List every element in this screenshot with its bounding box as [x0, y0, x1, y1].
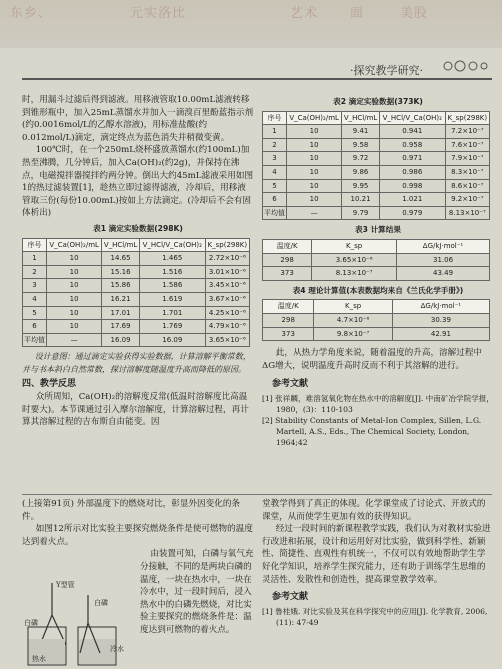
table-row — [263, 165, 490, 179]
table-row — [23, 265, 250, 279]
table-header-cell: K_sp(298K) — [445, 111, 489, 125]
table-cell: 1.701 — [139, 306, 205, 320]
table-cell: 9.2×10⁻⁷ — [445, 193, 489, 207]
table-cell: 9.86 — [342, 165, 380, 179]
table-row — [263, 267, 490, 281]
bleed-text-5: 美股 — [400, 6, 429, 21]
table-cell: 2 — [23, 265, 47, 279]
table-cell: 16.21 — [102, 292, 140, 306]
table-cell: 10 — [47, 265, 102, 279]
table-cell: 10 — [47, 279, 102, 293]
table-cell: 0.979 — [379, 206, 445, 220]
references-heading: 参考文献 — [272, 592, 309, 603]
table-cell: 9.8×10⁻⁷ — [314, 327, 392, 341]
table-cell: 1.769 — [139, 320, 205, 334]
table-header-cell: K_sp(298K) — [205, 238, 249, 252]
table-header-cell: 温度/K — [263, 239, 312, 253]
table-cell: 3 — [263, 152, 287, 166]
fig-label-phosphorus: 白磷 — [94, 599, 108, 607]
table-row — [23, 292, 250, 306]
table-header-cell: V_HCl/V_Ca(OH)₂ — [139, 238, 205, 252]
paragraph: 如图12所示对比实验主要探究燃烧条件是使可燃物的温度达到着火点。 — [22, 524, 253, 547]
bleed-text-1: 东乡、 — [10, 6, 53, 21]
table-cell: 9.41 — [342, 125, 380, 139]
left-column — [22, 94, 254, 429]
paragraph: 经过一段时间的新课程教学实践，我们认为对教材实验进行改进和拓展，设计和运用好对比实验，做到科学性、新颖性、简捷性、直观性有机统一，不仅可以有效地帮助学生学好化学知识，培养学生探究能力，还有助于训练学生思维的灵活性、发散性和创造性，提高课堂教学效率。 — [262, 524, 491, 585]
table-row — [263, 253, 490, 267]
table-cell: 31.06 — [397, 253, 490, 267]
table-cell: 17.01 — [102, 306, 140, 320]
table1 — [22, 238, 250, 348]
table-row — [23, 333, 250, 347]
table-cell: 5 — [23, 306, 47, 320]
table-cell: 15.86 — [102, 279, 140, 293]
table-cell: 4.79×10⁻⁶ — [205, 320, 249, 334]
header-ornament-icon — [440, 55, 490, 77]
table-cell: 298 — [263, 313, 314, 327]
table-cell: 4.25×10⁻⁶ — [205, 306, 249, 320]
table-header-cell: V_HCl/V_Ca(OH)₂ — [379, 111, 445, 125]
table-cell: 平均值 — [263, 206, 287, 220]
table-cell: 8.6×10⁻⁷ — [445, 179, 489, 193]
table-row — [23, 306, 250, 320]
design-intent: 设计意图：通过滴定实验获得实验数据，计算溶解平衡常数，并与书本斜白自然常数，探讨溶解度随温度升高而降低的原因。 — [22, 352, 251, 374]
table-row — [263, 327, 490, 341]
table-cell: — — [287, 206, 342, 220]
paragraph: 此，从热力学角度来说，随着温度的升高，溶解过程中ΔG增大，说明温度升高时反而不利于其溶解的进行。 — [262, 348, 483, 371]
paragraph: 由装置可知，白磷与氧气充分接触，不同的是两块白磷的温度，一块在热水中，一块在冷水中，过一段时间后，浸入热水中的白磷先燃烧，对比实验主要探究的燃烧条件是：温度达到可燃物的着火点。 — [140, 549, 254, 635]
table-cell: 10 — [47, 252, 102, 266]
section-heading: 四、教学反思 — [22, 379, 77, 390]
table-header-cell: K_sp — [312, 239, 397, 253]
table-cell: 30.39 — [392, 313, 489, 327]
table-row — [263, 179, 490, 193]
table-cell: 10 — [287, 152, 342, 166]
table-row — [263, 193, 490, 207]
table2 — [262, 111, 490, 221]
table-row — [263, 138, 490, 152]
table-cell: 3.65×10⁻⁶ — [312, 253, 397, 267]
table-cell: 1.465 — [139, 252, 205, 266]
table-cell: 8.13×10⁻⁷ — [445, 206, 489, 220]
table1-caption: 表1 滴定实验数据(298K) — [93, 223, 183, 233]
table-cell: 1 — [23, 252, 47, 266]
table-cell: 9.58 — [342, 138, 380, 152]
table4 — [262, 299, 490, 341]
table-row — [263, 206, 490, 220]
table-cell: 1.021 — [379, 193, 445, 207]
fig-label-y-tube: Y型管 — [56, 581, 75, 589]
bleed-text-2: 元实洛比 — [130, 6, 187, 21]
table-header-cell: ΔG/kJ·mol⁻¹ — [397, 239, 490, 253]
table-cell: 0.958 — [379, 138, 445, 152]
table-cell: 17.69 — [102, 320, 140, 334]
table-cell: 4 — [263, 165, 287, 179]
table-cell: 0.986 — [379, 165, 445, 179]
table-cell: 16.09 — [102, 333, 140, 347]
table-row — [263, 125, 490, 139]
table-cell: 16.09 — [139, 333, 205, 347]
table-cell: 10 — [287, 179, 342, 193]
table-cell: 6 — [263, 193, 287, 207]
table-cell: 0.998 — [379, 179, 445, 193]
table-header-cell: 序号 — [263, 111, 287, 125]
table-cell: 8.13×10⁻⁷ — [312, 267, 397, 281]
table-cell: 9.72 — [342, 152, 380, 166]
table-header-cell: V_Ca(OH)₂/mL — [47, 238, 102, 252]
table-cell: 298 — [263, 253, 312, 267]
table-cell: 1.586 — [139, 279, 205, 293]
table-cell: 10 — [287, 165, 342, 179]
table-cell: 6 — [23, 320, 47, 334]
table-cell: — — [47, 333, 102, 347]
running-header: ·探究教学研究· — [350, 64, 423, 77]
table-cell: 0.971 — [379, 152, 445, 166]
right-column — [262, 93, 494, 448]
table-cell: 9.95 — [342, 179, 380, 193]
table-row — [263, 152, 490, 166]
table-cell: 7.9×10⁻⁷ — [445, 152, 489, 166]
paragraph: (上接第91页) 外部温度下的燃烧对比，彰显外因变化的条件。 — [22, 499, 241, 522]
table-cell: 10 — [287, 138, 342, 152]
table-header-cell: V_HCl/mL — [102, 238, 140, 252]
reference-item: [2] Stability Constants of Metal-Ion Complex, Sillen, L.G. Martell, A.S., Eds., The Chemical Society, London, 1964;42 — [262, 415, 482, 447]
table-header-cell: V_Ca(OH)₂/mL — [287, 111, 342, 125]
fig-label-hot-water: 热水 — [32, 655, 46, 663]
table-cell: 10 — [287, 193, 342, 207]
table2-caption: 表2 滴定实验数据(373K) — [333, 97, 423, 106]
table-header-cell: ΔG/kJ·mol⁻¹ — [392, 300, 489, 314]
bleed-text-4: 面 — [350, 6, 365, 21]
table-header-cell: 序号 — [23, 238, 47, 252]
references-list — [262, 606, 494, 628]
table-cell: 10 — [47, 292, 102, 306]
table-cell: 10.21 — [342, 193, 380, 207]
bleed-text-3: 艺术 — [290, 6, 319, 21]
table-cell: 2.72×10⁻⁶ — [205, 252, 249, 266]
table-header-cell: K_sp — [314, 300, 392, 314]
table-cell: 3.67×10⁻⁶ — [205, 292, 249, 306]
table3 — [262, 239, 490, 281]
table-cell: 3.65×10⁻⁶ — [205, 333, 249, 347]
experiment-apparatus-figure — [22, 575, 132, 669]
table-cell: 平均值 — [23, 333, 47, 347]
paragraph: 时，用漏斗过滤后得到滤液。用移液管取10.00mL滤液转移到锥形瓶中，加入25mL蒸馏水并加入一滴溴百里酚蓝指示剂(约0.0016mol/L的乙醇水溶液)，用标准盐酸(约0.012mol/L)滴定，滴定终点为蓝色消失并稍微变黄。 — [22, 95, 254, 143]
table-row — [23, 279, 250, 293]
previous-page-bleed — [0, 0, 502, 48]
table-cell: 8.3×10⁻⁷ — [445, 165, 489, 179]
table-cell: 1.516 — [139, 265, 205, 279]
reference-item: [1] 鲁桂娥. 对比实验及其在科学探究中的应用[J]. 化学教育, 2006, (11): 47-49 — [262, 606, 488, 627]
table-cell: 7.6×10⁻⁷ — [445, 138, 489, 152]
table-cell: 4 — [23, 292, 47, 306]
table-cell: 10 — [47, 320, 102, 334]
table-cell: 5 — [263, 179, 287, 193]
reference-item: [1] 张祥麟，难溶氢氧化物在热水中的溶解度[J]. 中南矿冶学院学报，1980，(3)：110-103 — [262, 393, 494, 414]
table-header-cell: 温度/K — [263, 300, 314, 314]
table-cell: 373 — [263, 327, 314, 341]
table-cell: 0.941 — [379, 125, 445, 139]
bottom-right-column — [262, 498, 494, 628]
table4-caption: 表4 理论计算值(本表数据均来自《兰氏化学手册》) — [292, 285, 464, 295]
table-cell: 14.65 — [102, 252, 140, 266]
paragraph: 100℃时，在一个250mL烧杯盛放蒸馏水(约100mL)加热至沸腾，几分钟后，加入Ca(OH)₂(约2g)，并保持在沸点，电磁搅拌器搅拌约两分钟。倒出大约45mL滤液采用如图1的热过滤装置[1]，趁热立即过滤得滤液，冷却后，用移液管取三份(每份10.00mL)按如上方法滴定。(冷却后不会有固体析出) — [22, 145, 254, 219]
references-list — [262, 393, 494, 448]
table-row — [23, 252, 250, 266]
table-cell: 9.79 — [342, 206, 380, 220]
fig-label-cold-water: 冷水 — [110, 645, 124, 653]
table-cell: 15.16 — [102, 265, 140, 279]
table-cell: 10 — [47, 306, 102, 320]
paragraph: 众所周知，Ca(OH)₂的溶解度反常(低温时溶解度比高温时要大)。本节课通过引入摩尔溶解度，计算溶解过程，再计算其溶解过程的吉布斯自由能变。因 — [22, 392, 249, 428]
table-cell: 43.49 — [397, 267, 490, 281]
table-cell: 42.91 — [392, 327, 489, 341]
table-row — [23, 320, 250, 334]
table-cell: 3.45×10⁻⁶ — [205, 279, 249, 293]
table-cell: 3.01×10⁻⁶ — [205, 265, 249, 279]
table-cell: 10 — [287, 125, 342, 139]
table-cell: 7.2×10⁻⁷ — [445, 125, 489, 139]
references-heading: 参考文献 — [272, 379, 309, 390]
table-row — [263, 313, 490, 327]
table-cell: 4.7×10⁻⁶ — [314, 313, 392, 327]
table-header-cell: V_HCl/mL — [342, 111, 380, 125]
table3-caption: 表3 计算结果 — [355, 225, 401, 235]
paragraph: 堂教学得到了真正的体现。化学课堂成了讨论式、开放式的课堂，从而使学生更加有效的获得知识。 — [262, 499, 486, 522]
table-cell: 1 — [263, 125, 287, 139]
table-cell: 3 — [23, 279, 47, 293]
section-divider — [22, 494, 492, 495]
fig-label-phosphorus: 白磷 — [24, 619, 38, 627]
header-rule — [22, 78, 492, 80]
table-cell: 373 — [263, 267, 312, 281]
table-cell: 1.619 — [139, 292, 205, 306]
table-cell: 2 — [263, 138, 287, 152]
